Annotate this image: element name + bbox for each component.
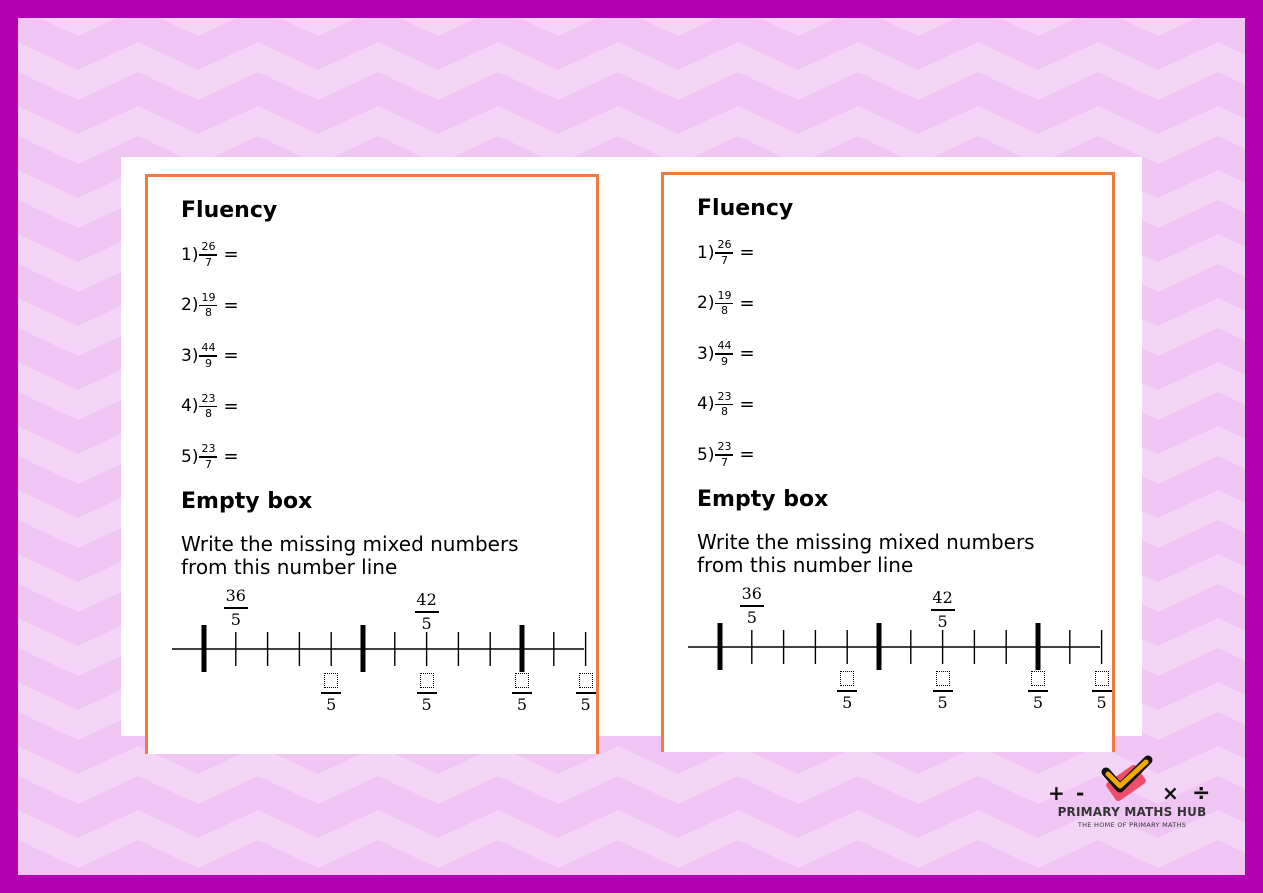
fluency-question	[697, 340, 755, 368]
number-line-label-above	[409, 591, 445, 633]
worksheet-card-right	[661, 172, 1115, 752]
fraction-denominator: 7	[204, 255, 212, 269]
empty-answer-box[interactable]	[1031, 671, 1045, 686]
label-bar	[321, 692, 341, 694]
equals-sign: =	[739, 444, 755, 466]
fraction-denominator: 9	[720, 354, 728, 368]
question-fraction	[715, 239, 733, 267]
fraction-numerator: 19	[201, 290, 216, 304]
equals-sign: =	[739, 343, 755, 365]
logo-title: PRIMARY MATHS HUB	[1057, 805, 1207, 819]
worksheet-card-left	[145, 174, 599, 754]
fluency-heading: Fluency	[181, 198, 278, 223]
fluency-question	[181, 393, 239, 421]
question-number: 5)	[181, 446, 199, 467]
logo-subtitle: THE HOME OF PRIMARY MATHS	[1077, 821, 1187, 829]
zigzag-band	[18, 42, 1245, 100]
fluency-question	[697, 441, 755, 469]
fraction-denominator: 7	[204, 457, 212, 471]
label-bar	[933, 690, 953, 692]
number-line-label-below	[829, 671, 865, 712]
label-denominator: 5	[842, 693, 853, 712]
fraction-numerator: 23	[201, 442, 216, 455]
empty-answer-box[interactable]	[936, 671, 950, 686]
fraction-numerator: 23	[201, 391, 216, 405]
number-line-label-above	[734, 585, 770, 627]
question-fraction	[199, 342, 217, 370]
label-bar	[931, 609, 955, 611]
question-number: 5)	[697, 444, 715, 465]
label-bar	[740, 605, 764, 607]
equals-sign: =	[739, 242, 755, 264]
fraction-numerator: 44	[717, 339, 732, 352]
question-number: 3)	[181, 345, 199, 366]
zigzag-band	[18, 874, 1245, 875]
check-pencil-icon	[1105, 760, 1148, 802]
fraction-numerator: 23	[717, 389, 732, 403]
instruction-text	[697, 531, 1035, 577]
instruction-text	[181, 533, 519, 579]
equals-sign: =	[223, 294, 239, 316]
label-numerator: 36	[741, 584, 762, 603]
empty-answer-box[interactable]	[840, 671, 854, 686]
fraction-numerator: 26	[717, 238, 732, 251]
label-bar	[837, 690, 857, 692]
number-line-label-below	[1020, 671, 1056, 712]
label-numerator: 36	[225, 586, 246, 605]
question-fraction	[715, 290, 733, 318]
fraction-numerator: 19	[717, 288, 732, 302]
label-bar	[1092, 690, 1112, 692]
label-bar	[1028, 690, 1048, 692]
question-number: 2)	[697, 293, 715, 314]
instruction-line: Write the missing mixed numbers	[697, 530, 1035, 554]
fluency-question	[697, 290, 755, 318]
divide-symbol: ÷	[1192, 781, 1211, 806]
instruction-line: from this number line	[181, 555, 398, 579]
label-denominator: 5	[937, 612, 948, 631]
plus-symbol: +	[1048, 781, 1065, 805]
empty-answer-box[interactable]	[324, 673, 338, 688]
zigzag-band	[18, 18, 1245, 36]
fraction-denominator: 7	[720, 455, 728, 469]
label-bar	[576, 692, 596, 694]
fraction-numerator: 23	[717, 440, 732, 453]
label-bar	[512, 692, 532, 694]
fraction-denominator: 7	[720, 253, 728, 267]
number-line-label-below	[313, 673, 349, 714]
fraction-denominator: 8	[720, 304, 728, 317]
fraction-denominator: 9	[204, 356, 212, 370]
empty-answer-box[interactable]	[1095, 671, 1109, 686]
empty-box-heading: Empty box	[697, 487, 829, 512]
number-line-label-below	[504, 673, 540, 714]
label-denominator: 5	[421, 614, 432, 633]
question-number: 4)	[697, 394, 715, 415]
times-symbol: ×	[1162, 781, 1179, 805]
question-fraction	[199, 393, 217, 421]
fluency-question	[181, 443, 239, 471]
number-line-label-below	[409, 673, 445, 714]
fluency-question	[181, 342, 239, 370]
equals-sign: =	[739, 393, 755, 415]
label-denominator: 5	[421, 695, 432, 714]
question-number: 1)	[697, 242, 715, 263]
question-fraction	[199, 292, 217, 320]
label-denominator: 5	[326, 695, 337, 714]
empty-answer-box[interactable]	[420, 673, 434, 688]
question-fraction	[715, 340, 733, 368]
primary-maths-hub-logo	[1040, 752, 1230, 832]
question-number: 3)	[697, 343, 715, 364]
instruction-line: Write the missing mixed numbers	[181, 532, 519, 556]
question-number: 2)	[181, 295, 199, 316]
label-denominator: 5	[580, 695, 591, 714]
label-denominator: 5	[746, 608, 757, 627]
number-line-label-above	[218, 587, 254, 629]
equals-sign: =	[223, 446, 239, 468]
minus-symbol: -	[1076, 781, 1085, 805]
empty-answer-box[interactable]	[515, 673, 529, 688]
fraction-numerator: 44	[201, 341, 216, 354]
question-number: 1)	[181, 244, 199, 265]
question-number: 4)	[181, 396, 199, 417]
label-denominator: 5	[516, 695, 528, 714]
empty-box-heading: Empty box	[181, 489, 313, 514]
fluency-question	[181, 241, 239, 269]
worksheet-sheet	[121, 157, 1142, 736]
label-bar	[415, 611, 439, 613]
number-line-label-below	[925, 671, 961, 712]
question-fraction	[715, 441, 733, 469]
question-fraction	[199, 443, 217, 471]
fluency-heading: Fluency	[697, 196, 794, 221]
equals-sign: =	[223, 244, 239, 266]
label-bar	[417, 692, 437, 694]
number-line-label-below	[1084, 671, 1115, 712]
label-bar	[224, 607, 248, 609]
equals-sign: =	[739, 292, 755, 314]
number-line-label-below	[568, 673, 599, 714]
equals-sign: =	[223, 395, 239, 417]
label-numerator: 42	[932, 588, 953, 607]
question-fraction	[715, 391, 733, 419]
fraction-denominator: 8	[720, 405, 728, 418]
fraction-denominator: 8	[204, 306, 212, 319]
fluency-question	[181, 292, 239, 320]
question-fraction	[199, 241, 217, 269]
label-denominator: 5	[230, 610, 241, 629]
fluency-question	[697, 391, 755, 419]
label-numerator: 42	[416, 590, 437, 609]
label-denominator: 5	[1096, 693, 1107, 712]
instruction-line: from this number line	[697, 553, 914, 577]
fraction-numerator: 26	[201, 240, 216, 253]
empty-answer-box[interactable]	[579, 673, 593, 688]
zigzag-band	[18, 106, 1245, 164]
number-line-label-above	[925, 589, 961, 631]
fraction-denominator: 8	[204, 407, 212, 420]
label-denominator: 5	[937, 693, 948, 712]
equals-sign: =	[223, 345, 239, 367]
label-denominator: 5	[1032, 693, 1044, 712]
fluency-question	[697, 239, 755, 267]
